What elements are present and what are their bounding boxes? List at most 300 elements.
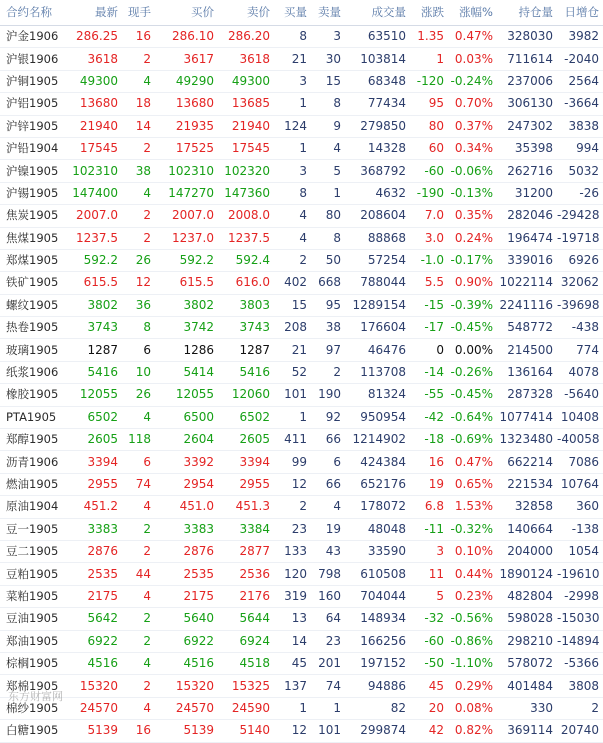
cell-change-percent: 0.90% xyxy=(454,275,493,290)
cell-bid-volume: 12 xyxy=(291,723,307,738)
cell-bid-price: 2175 xyxy=(183,588,214,603)
table-row[interactable] xyxy=(0,518,603,540)
cell-ask-volume: 23 xyxy=(325,633,341,648)
cell-change-percent: 0.24% xyxy=(454,230,493,245)
col-header-current-volume[interactable]: 现手 xyxy=(122,0,155,26)
cell-bid-price: 102310 xyxy=(168,163,214,178)
cell-current-volume: 44 xyxy=(135,566,151,581)
cell-current-volume: 4 xyxy=(143,656,151,671)
cell-bid-price: 21935 xyxy=(175,118,214,133)
col-header-open-interest[interactable]: 持仓量 xyxy=(497,0,557,26)
col-header-bid[interactable]: 买价 xyxy=(155,0,218,26)
cell-current-volume: 4 xyxy=(143,700,151,715)
cell-last-price: 1237.5 xyxy=(76,230,118,245)
cell-change: -60 xyxy=(424,163,444,178)
cell-bid-price: 592.2 xyxy=(179,253,214,268)
cell-last-price: 15320 xyxy=(79,678,118,693)
cell-open-interest: 369114 xyxy=(507,723,553,738)
cell-change: 5 xyxy=(436,588,444,603)
cell-change: -17 xyxy=(424,320,444,335)
cell-oi-change: 994 xyxy=(576,141,599,156)
table-row[interactable] xyxy=(0,675,603,697)
cell-last-price: 2175 xyxy=(87,588,118,603)
cell-ask-price: 2176 xyxy=(239,588,270,603)
table-row[interactable] xyxy=(0,361,603,383)
cell-open-interest: 298210 xyxy=(507,633,553,648)
table-row[interactable] xyxy=(0,608,603,630)
cell-bid-volume: 137 xyxy=(284,678,307,693)
cell-volume: 14328 xyxy=(367,141,406,156)
cell-bid-volume: 1 xyxy=(299,700,307,715)
cell-open-interest: 330 xyxy=(530,700,553,715)
table-row[interactable] xyxy=(0,339,603,361)
cell-bid-volume: 1 xyxy=(299,96,307,111)
cell-change: 60 xyxy=(428,141,444,156)
cell-contract-name: 豆油1905 xyxy=(6,611,59,626)
cell-ask-price: 3618 xyxy=(239,51,270,66)
cell-open-interest: 662214 xyxy=(507,454,553,469)
cell-bid-price: 3742 xyxy=(183,320,214,335)
cell-oi-change: 2 xyxy=(591,700,599,715)
table-row[interactable] xyxy=(0,93,603,115)
cell-bid-volume: 1 xyxy=(299,409,307,424)
cell-change-percent: -0.13% xyxy=(450,185,493,200)
cell-contract-name: 沪铅1904 xyxy=(6,141,59,156)
cell-contract-name: 沪金1906 xyxy=(6,29,59,44)
table-row[interactable] xyxy=(0,585,603,607)
cell-bid-volume: 13 xyxy=(291,611,307,626)
table-row[interactable] xyxy=(0,70,603,92)
cell-oi-change: 10764 xyxy=(560,477,599,491)
cell-contract-name: 燃油1905 xyxy=(6,477,59,491)
col-header-ask[interactable]: 卖价 xyxy=(218,0,274,26)
cell-bid-price: 1237.0 xyxy=(172,230,214,245)
cell-ask-price: 49300 xyxy=(231,73,270,88)
cell-current-volume: 18 xyxy=(135,96,151,111)
cell-ask-volume: 74 xyxy=(325,678,341,693)
watermark-text: 东方财富网 xyxy=(8,690,63,703)
cell-volume: 68348 xyxy=(367,73,406,88)
cell-change: 42 xyxy=(428,723,444,738)
cell-bid-price: 15320 xyxy=(175,678,214,693)
cell-oi-change: -2998 xyxy=(564,588,599,603)
cell-last-price: 21940 xyxy=(79,118,118,133)
cell-current-volume: 12 xyxy=(135,275,151,290)
cell-ask-price: 2877 xyxy=(239,544,270,559)
cell-change-percent: -0.56% xyxy=(450,611,493,626)
cell-bid-volume: 12 xyxy=(291,477,307,491)
cell-bid-price: 2007.0 xyxy=(172,208,214,223)
cell-current-volume: 4 xyxy=(143,409,151,424)
table-row[interactable] xyxy=(0,384,603,406)
cell-open-interest: 1323480 xyxy=(499,432,553,447)
cell-ask-price: 5416 xyxy=(239,365,270,380)
cell-change-percent: -0.45% xyxy=(450,387,493,402)
cell-change: 1.35 xyxy=(417,29,444,44)
cell-change: 11 xyxy=(428,566,444,581)
cell-contract-name: 豆二1905 xyxy=(6,544,59,559)
cell-volume: 279850 xyxy=(360,118,406,133)
cell-oi-change: -14894 xyxy=(557,633,600,648)
cell-oi-change: -40058 xyxy=(557,432,600,447)
cell-oi-change: 3838 xyxy=(568,118,599,133)
cell-ask-volume: 6 xyxy=(333,454,341,469)
cell-open-interest: 401484 xyxy=(507,678,553,693)
cell-volume: 148934 xyxy=(360,611,406,626)
cell-open-interest: 35398 xyxy=(514,141,553,156)
table-row[interactable] xyxy=(0,160,603,182)
cell-ask-volume: 15 xyxy=(325,73,341,88)
cell-volume: 610508 xyxy=(360,566,406,581)
col-header-change[interactable]: 涨跌 xyxy=(410,0,448,26)
cell-bid-volume: 411 xyxy=(284,432,307,447)
cell-ask-volume: 97 xyxy=(325,342,341,357)
cell-current-volume: 4 xyxy=(143,499,151,514)
cell-ask-price: 616.0 xyxy=(235,275,270,290)
table-row[interactable] xyxy=(0,26,603,48)
cell-last-price: 13680 xyxy=(79,96,118,111)
cell-last-price: 3394 xyxy=(87,454,118,469)
cell-volume: 788044 xyxy=(360,275,406,290)
cell-current-volume: 2 xyxy=(143,208,151,223)
cell-open-interest: 204000 xyxy=(507,544,553,559)
col-header-oi-change[interactable]: 日增仓 xyxy=(557,0,603,26)
cell-ask-volume: 5 xyxy=(333,163,341,178)
cell-change: 0 xyxy=(436,342,444,357)
table-row[interactable] xyxy=(0,48,603,70)
cell-bid-price: 6500 xyxy=(183,409,214,424)
cell-volume: 950954 xyxy=(360,409,406,424)
cell-last-price: 2876 xyxy=(87,544,118,559)
cell-ask-price: 3803 xyxy=(239,297,270,312)
cell-current-volume: 6 xyxy=(143,454,151,469)
cell-volume: 77434 xyxy=(367,96,406,111)
cell-contract-name: 菜粕1905 xyxy=(6,588,59,603)
cell-bid-volume: 4 xyxy=(299,208,307,223)
cell-current-volume: 2 xyxy=(143,141,151,156)
cell-open-interest: 237006 xyxy=(507,73,553,88)
cell-oi-change: -19610 xyxy=(557,566,600,581)
cell-ask-price: 6502 xyxy=(239,409,270,424)
cell-current-volume: 2 xyxy=(143,521,151,536)
cell-ask-volume: 160 xyxy=(318,588,341,603)
cell-volume: 368792 xyxy=(360,163,406,178)
table-row[interactable] xyxy=(0,563,603,585)
cell-open-interest: 262716 xyxy=(507,163,553,178)
cell-change-percent: 0.47% xyxy=(454,454,493,469)
cell-volume: 652176 xyxy=(360,477,406,491)
cell-open-interest: 1890124 xyxy=(499,566,553,581)
cell-current-volume: 118 xyxy=(128,432,151,447)
cell-bid-volume: 21 xyxy=(291,342,307,357)
cell-contract-name: 沪铜1905 xyxy=(6,73,59,88)
cell-ask-price: 1287 xyxy=(239,342,270,357)
cell-change-percent: -0.24% xyxy=(450,73,493,88)
col-header-ask-volume[interactable]: 卖量 xyxy=(311,0,345,26)
cell-oi-change: -5366 xyxy=(564,656,599,671)
cell-current-volume: 4 xyxy=(143,185,151,200)
cell-last-price: 5139 xyxy=(87,723,118,738)
table-row[interactable] xyxy=(0,429,603,451)
table-row[interactable] xyxy=(0,227,603,249)
table-row[interactable] xyxy=(0,451,603,473)
table-row[interactable] xyxy=(0,406,603,428)
cell-contract-name: 铁矿1905 xyxy=(6,275,59,290)
cell-volume: 704044 xyxy=(360,588,406,603)
cell-oi-change: 10408 xyxy=(560,409,599,424)
cell-oi-change: -26 xyxy=(579,185,599,200)
cell-change-percent: -0.26% xyxy=(450,365,493,380)
cell-last-price: 3383 xyxy=(87,521,118,536)
cell-bid-price: 6922 xyxy=(183,633,214,648)
cell-change-percent: 0.08% xyxy=(454,700,493,715)
cell-contract-name: 棕榈1905 xyxy=(6,656,59,671)
table-row[interactable] xyxy=(0,630,603,652)
cell-change-percent: -0.39% xyxy=(450,297,493,312)
cell-bid-price: 3383 xyxy=(183,521,214,536)
cell-ask-volume: 66 xyxy=(325,432,341,447)
cell-change: -120 xyxy=(416,73,444,88)
cell-contract-name: 白糖1905 xyxy=(6,723,59,738)
table-row[interactable] xyxy=(0,697,603,719)
cell-change-percent: -0.06% xyxy=(450,163,493,178)
cell-change: -11 xyxy=(424,521,444,536)
cell-change: 45 xyxy=(428,678,444,693)
cell-change-percent: 0.00% xyxy=(454,342,493,357)
cell-open-interest: 31200 xyxy=(514,185,553,200)
cell-ask-volume: 668 xyxy=(318,275,341,290)
table-row[interactable] xyxy=(0,137,603,159)
cell-oi-change: -2040 xyxy=(564,51,599,66)
table-row[interactable] xyxy=(0,720,603,742)
cell-bid-price: 5640 xyxy=(183,611,214,626)
cell-change-percent: 0.70% xyxy=(454,96,493,111)
cell-oi-change: 7086 xyxy=(568,454,599,469)
cell-open-interest: 247302 xyxy=(507,118,553,133)
cell-last-price: 3802 xyxy=(87,297,118,312)
cell-open-interest: 328030 xyxy=(507,29,553,44)
cell-open-interest: 548772 xyxy=(507,320,553,335)
cell-change-percent: 0.03% xyxy=(454,51,493,66)
cell-contract-name: 沪锡1905 xyxy=(6,185,59,200)
cell-ask-volume: 8 xyxy=(333,230,341,245)
cell-change-percent: 0.29% xyxy=(454,678,493,693)
cell-ask-volume: 4 xyxy=(333,499,341,514)
table-row[interactable] xyxy=(0,540,603,562)
table-row[interactable] xyxy=(0,652,603,674)
cell-oi-change: 3808 xyxy=(568,678,599,693)
cell-last-price: 615.5 xyxy=(83,275,118,290)
cell-current-volume: 36 xyxy=(135,297,151,312)
cell-last-price: 5642 xyxy=(87,611,118,626)
cell-bid-price: 286.10 xyxy=(172,29,214,44)
cell-volume: 1289154 xyxy=(352,297,406,312)
cell-oi-change: -438 xyxy=(571,320,599,335)
cell-volume: 166256 xyxy=(360,633,406,648)
cell-volume: 197152 xyxy=(360,656,406,671)
cell-oi-change: -29428 xyxy=(557,208,600,223)
cell-ask-volume: 190 xyxy=(318,387,341,402)
cell-contract-name: 棉纱1905 xyxy=(6,700,59,715)
cell-contract-name: 郑醇1905 xyxy=(6,432,59,447)
table-row[interactable] xyxy=(0,272,603,294)
cell-change-percent: -1.10% xyxy=(450,656,493,671)
cell-ask-price: 4518 xyxy=(239,656,270,671)
cell-volume: 46476 xyxy=(367,342,406,357)
cell-ask-volume: 2 xyxy=(333,365,341,380)
cell-oi-change: -138 xyxy=(571,521,599,536)
cell-open-interest: 32858 xyxy=(514,499,553,514)
cell-ask-price: 3394 xyxy=(239,454,270,469)
cell-contract-name: 橡胶1905 xyxy=(6,387,59,402)
cell-volume: 94886 xyxy=(367,678,406,693)
cell-open-interest: 221534 xyxy=(507,477,553,491)
cell-open-interest: 578072 xyxy=(507,656,553,671)
cell-change-percent: -0.64% xyxy=(450,409,493,424)
cell-last-price: 3618 xyxy=(87,51,118,66)
table-row[interactable] xyxy=(0,182,603,204)
cell-ask-volume: 3 xyxy=(333,29,341,44)
cell-change-percent: 0.37% xyxy=(454,118,493,133)
cell-ask-volume: 80 xyxy=(325,208,341,223)
cell-bid-volume: 101 xyxy=(284,387,307,402)
cell-oi-change: -3664 xyxy=(564,96,599,111)
cell-open-interest: 598028 xyxy=(507,611,553,626)
cell-volume: 63510 xyxy=(367,29,406,44)
cell-change: 5.5 xyxy=(424,275,444,290)
cell-contract-name: 原油1904 xyxy=(6,499,59,514)
col-header-name[interactable]: 合约名称 xyxy=(0,0,67,26)
cell-open-interest: 2241116 xyxy=(499,297,553,312)
cell-ask-volume: 95 xyxy=(325,297,341,312)
cell-ask-price: 2536 xyxy=(239,566,270,581)
cell-bid-volume: 2 xyxy=(299,499,307,514)
cell-oi-change: -5640 xyxy=(564,387,599,402)
cell-ask-price: 21940 xyxy=(231,118,270,133)
cell-change: -32 xyxy=(424,611,444,626)
cell-oi-change: 1054 xyxy=(568,544,599,559)
col-header-bid-volume[interactable]: 买量 xyxy=(274,0,311,26)
cell-contract-name: 豆一1905 xyxy=(6,521,59,536)
cell-volume: 57254 xyxy=(367,253,406,268)
cell-bid-volume: 8 xyxy=(299,185,307,200)
cell-current-volume: 26 xyxy=(135,253,151,268)
cell-last-price: 147400 xyxy=(72,185,118,200)
cell-volume: 208604 xyxy=(360,208,406,223)
cell-last-price: 286.25 xyxy=(76,29,118,44)
cell-ask-volume: 64 xyxy=(325,611,341,626)
cell-ask-volume: 38 xyxy=(325,320,341,335)
cell-open-interest: 482804 xyxy=(507,588,553,603)
cell-bid-volume: 208 xyxy=(284,320,307,335)
col-header-last[interactable]: 最新 xyxy=(67,0,122,26)
cell-change: 16 xyxy=(428,454,444,469)
table-body xyxy=(0,26,603,743)
table-row[interactable] xyxy=(0,205,603,227)
cell-last-price: 12055 xyxy=(79,387,118,402)
cell-ask-price: 286.20 xyxy=(228,29,270,44)
cell-bid-price: 2535 xyxy=(183,566,214,581)
cell-contract-name: 豆粕1905 xyxy=(6,566,59,581)
cell-oi-change: -15030 xyxy=(557,611,600,626)
cell-change-percent: -0.32% xyxy=(450,521,493,536)
table-row[interactable] xyxy=(0,115,603,137)
cell-change: 6.8 xyxy=(424,499,444,514)
cell-open-interest: 136164 xyxy=(507,365,553,380)
cell-bid-price: 147270 xyxy=(168,185,214,200)
cell-last-price: 3743 xyxy=(87,320,118,335)
cell-bid-volume: 120 xyxy=(284,566,307,581)
cell-last-price: 4516 xyxy=(87,656,118,671)
cell-ask-price: 592.4 xyxy=(235,253,270,268)
cell-bid-volume: 15 xyxy=(291,297,307,312)
cell-ask-price: 2008.0 xyxy=(228,208,270,223)
cell-current-volume: 2 xyxy=(143,678,151,693)
cell-change-percent: 0.35% xyxy=(454,208,493,223)
cell-ask-volume: 30 xyxy=(325,51,341,66)
cell-current-volume: 4 xyxy=(143,73,151,88)
cell-ask-price: 1237.5 xyxy=(228,230,270,245)
cell-bid-price: 49290 xyxy=(175,73,214,88)
cell-bid-volume: 402 xyxy=(284,275,307,290)
cell-ask-price: 5140 xyxy=(239,723,270,738)
table-row[interactable] xyxy=(0,294,603,316)
cell-change-percent: 0.82% xyxy=(454,723,493,738)
cell-volume: 113708 xyxy=(360,365,406,380)
cell-ask-price: 13685 xyxy=(231,96,270,111)
cell-ask-volume: 9 xyxy=(333,118,341,133)
table-row[interactable] xyxy=(0,317,603,339)
cell-current-volume: 16 xyxy=(135,29,151,44)
cell-change: -14 xyxy=(424,365,444,380)
cell-oi-change: 774 xyxy=(576,342,599,357)
cell-change: 3 xyxy=(436,544,444,559)
cell-current-volume: 8 xyxy=(143,320,151,335)
cell-last-price: 2605 xyxy=(87,432,118,447)
cell-bid-price: 615.5 xyxy=(179,275,214,290)
cell-change: -1.0 xyxy=(420,253,444,268)
cell-last-price: 17545 xyxy=(79,141,118,156)
cell-bid-price: 13680 xyxy=(175,96,214,111)
table-row[interactable] xyxy=(0,249,603,271)
cell-oi-change: 32062 xyxy=(560,275,599,290)
cell-ask-volume: 92 xyxy=(325,409,341,424)
cell-last-price: 5416 xyxy=(87,365,118,380)
cell-last-price: 451.2 xyxy=(83,499,118,514)
cell-last-price: 2535 xyxy=(87,566,118,581)
cell-change: -55 xyxy=(424,387,444,402)
cell-bid-volume: 133 xyxy=(284,544,307,559)
col-header-volume[interactable]: 成交量 xyxy=(345,0,410,26)
cell-contract-name: 焦炭1905 xyxy=(6,208,59,223)
table-row[interactable] xyxy=(0,473,603,495)
col-header-change-percent[interactable]: 涨幅% xyxy=(448,0,497,26)
table-row[interactable] xyxy=(0,496,603,518)
cell-current-volume: 2 xyxy=(143,51,151,66)
cell-ask-volume: 1 xyxy=(333,185,341,200)
cell-contract-name: 沪铝1905 xyxy=(6,96,59,111)
cell-change: -50 xyxy=(424,656,444,671)
cell-bid-volume: 319 xyxy=(284,588,307,603)
cell-change: -42 xyxy=(424,409,444,424)
cell-ask-volume: 4 xyxy=(333,141,341,156)
cell-last-price: 6922 xyxy=(87,633,118,648)
cell-oi-change: 4078 xyxy=(568,365,599,380)
cell-contract-name: 沪锌1905 xyxy=(6,118,59,133)
cell-change: 19 xyxy=(428,477,444,491)
cell-bid-volume: 45 xyxy=(291,656,307,671)
cell-open-interest: 214500 xyxy=(507,342,553,357)
